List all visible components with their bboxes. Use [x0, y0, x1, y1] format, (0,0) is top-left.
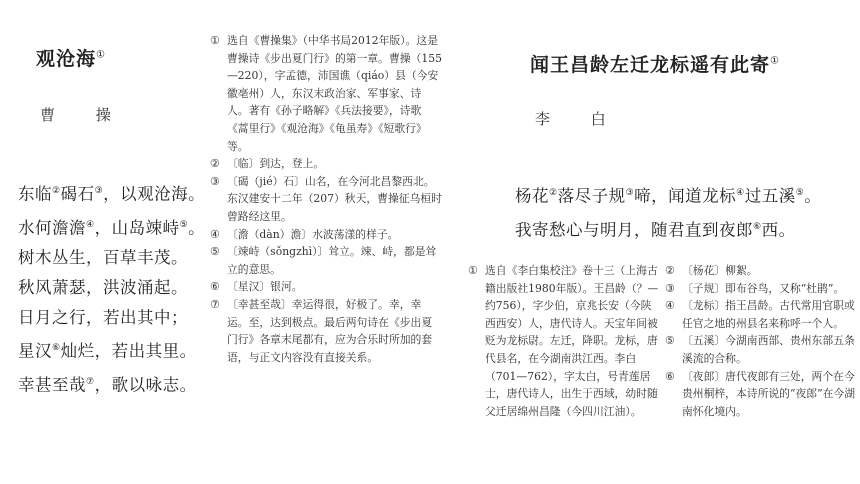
- left-title-footnote-mark: ①: [96, 49, 106, 61]
- footnote: [665, 280, 855, 298]
- verse-line: [18, 273, 223, 303]
- footnote-number: ③: [210, 174, 220, 188]
- footnote-text: 〔五溪〕今湖南西部、贵州东部五条溪流的合称。: [682, 334, 855, 365]
- footnote-number: ①: [210, 34, 220, 47]
- verse-line: [18, 333, 223, 367]
- footnote-mark: ④: [736, 188, 745, 198]
- footnote-number: ⑥: [210, 280, 220, 294]
- footnote-number: ③: [665, 281, 675, 295]
- right-title-text: 闻王昌龄左迁龙标遥有此寄: [530, 54, 771, 76]
- footnote-mark: ⑤: [795, 188, 805, 198]
- verse-text: 灿烂，若出其里。: [60, 341, 197, 361]
- right-footnotes-col1: [468, 262, 660, 420]
- footnote: [468, 262, 660, 420]
- footnote: [210, 243, 442, 278]
- verse-text: 过五溪: [744, 186, 796, 206]
- verse-line: [515, 212, 845, 246]
- verse-text: 秋风萧瑟，洪波涌起。: [18, 278, 188, 297]
- footnote-number: ⑤: [665, 334, 675, 348]
- footnote-text: 〔澹（dàn）澹〕水波荡漾的样子。: [227, 227, 399, 241]
- footnote-number: ④: [665, 299, 675, 313]
- footnote-text: 选自《李白集校注》卷十三（上海古籍出版社1980年版）。王昌龄（？—约756），字少伯，京兆长安（今陕西西安）人，唐代诗人。天宝年间被贬为龙标尉。左迁，降职。龙标，唐代县名，在今湖南洪江西。李白（701—762），字太白，号青莲居士，唐代诗人，出生于西域，幼时随父迁居绵州昌隆（今四川江油）。: [485, 264, 659, 418]
- right-poem-body: [515, 178, 845, 245]
- footnote-mark: ⑦: [86, 376, 95, 387]
- left-poem-author: 曹 操: [40, 106, 129, 124]
- footnote-number: ⑤: [210, 245, 220, 259]
- right-poem-title: [530, 50, 780, 77]
- verse-text: 。: [804, 186, 822, 206]
- verse-text: 树木丛生，百草丰茂。: [18, 248, 188, 267]
- footnote-text: 〔星汉〕银河。: [227, 280, 303, 294]
- footnote-mark: ⑥: [753, 221, 762, 232]
- footnote-text: 〔临〕到达，登上。: [227, 157, 325, 171]
- verse-line: [515, 178, 845, 212]
- footnote: [210, 155, 442, 173]
- verse-text: ，以观沧海。: [103, 184, 206, 204]
- footnote-number: ⑦: [210, 297, 220, 311]
- footnote-mark: ⑤: [179, 219, 189, 230]
- footnote-number: ⑥: [665, 369, 675, 383]
- right-title-footnote-mark: ①: [770, 55, 780, 67]
- verse-text: 星汉: [18, 341, 52, 361]
- footnote-number: ④: [210, 227, 220, 241]
- verse-line: [18, 243, 223, 273]
- footnote: [210, 226, 442, 244]
- footnote: [210, 278, 442, 296]
- footnote-text: 〔竦峙（sǒngzhì）〕耸立。竦、峙，都是耸立的意思。: [227, 245, 437, 276]
- footnote: [665, 332, 855, 367]
- footnote: [665, 297, 855, 332]
- verse-text: 西。: [761, 220, 796, 239]
- footnote-mark: ③: [94, 186, 104, 196]
- footnote-mark: ②: [52, 186, 61, 196]
- footnote: [210, 173, 442, 226]
- verse-text: 水何澹澹: [18, 218, 86, 237]
- left-title-text: 观沧海: [36, 48, 97, 70]
- footnote: [210, 296, 442, 366]
- verse-text: 我寄愁心与明月，随君直到夜郎: [515, 220, 753, 239]
- verse-text: 。: [188, 218, 206, 237]
- footnote-text: 选自《曹操集》（中华书局2012年版）。这是曹操诗《步出夏门行》的第一章。曹操（155—220），字孟德，沛国谯（qiáo）县（今安徽亳州）人，东汉末政治家、军事家、诗人。著有《孙子略解》《兵法接要》，诗歌《蒿里行》《观沧海》《龟虽寿》《短歌行》等。: [227, 34, 442, 153]
- verse-text: 杨花: [515, 186, 549, 206]
- footnote-number: ②: [210, 157, 220, 171]
- verse-text: 啼，闻道龙标: [634, 186, 737, 206]
- footnote-text: 〔碣（jié）石〕山名，在今河北昌黎西北。东汉建安十二年（207）秋天，曹操征乌桓时曾路经这里。: [227, 174, 442, 223]
- verse-line: [18, 210, 223, 244]
- verse-text: 碣石: [60, 184, 95, 204]
- verse-text: 日月之行，若出其中；: [18, 308, 188, 327]
- verse-text: ，歌以咏志。: [94, 375, 197, 394]
- verse-text: 幸甚至哉: [18, 375, 86, 394]
- left-footnotes: [210, 32, 442, 366]
- verse-text: ，山岛竦峙: [94, 218, 180, 237]
- footnote-mark: ④: [86, 219, 95, 230]
- verse-text: 落尽子规: [557, 186, 626, 206]
- footnote-mark: ②: [549, 188, 558, 198]
- right-footnotes-col2: [665, 262, 855, 420]
- footnote-number: ②: [665, 264, 675, 277]
- footnote: [210, 32, 442, 155]
- footnote-text: 〔幸甚至哉〕幸运得很，好极了。幸，幸运。至，达到极点。最后两句诗在《步出夏门行》各章末尾都有，应为合乐时所加的套语，与正文内容没有直接关系。: [227, 297, 433, 364]
- footnote-text: 〔杨花〕柳絮。: [682, 264, 758, 277]
- verse-line: [18, 303, 223, 333]
- right-poem-author: 李 白: [535, 110, 624, 128]
- footnote-text: 〔龙标〕指王昌龄。古代常用官职或任官之地的州县名来称呼一个人。: [682, 299, 855, 330]
- footnote: [665, 262, 855, 280]
- verse-text: 东临: [18, 184, 52, 204]
- footnote-text: 〔子规〕即布谷鸟，又称“杜鹃”。: [682, 281, 845, 295]
- footnote-number: ①: [468, 264, 478, 277]
- footnote-mark: ⑥: [52, 343, 61, 353]
- footnote: [665, 368, 855, 421]
- left-poem-title: [36, 44, 106, 71]
- verse-line: [18, 367, 223, 401]
- verse-line: [18, 176, 223, 210]
- left-poem-body: [18, 176, 223, 400]
- footnote-mark: ③: [625, 188, 635, 198]
- footnote-text: 〔夜郎〕唐代夜郎有三处，两个在今贵州桐梓，本诗所说的“夜郎”在今湖南怀化境内。: [682, 369, 855, 418]
